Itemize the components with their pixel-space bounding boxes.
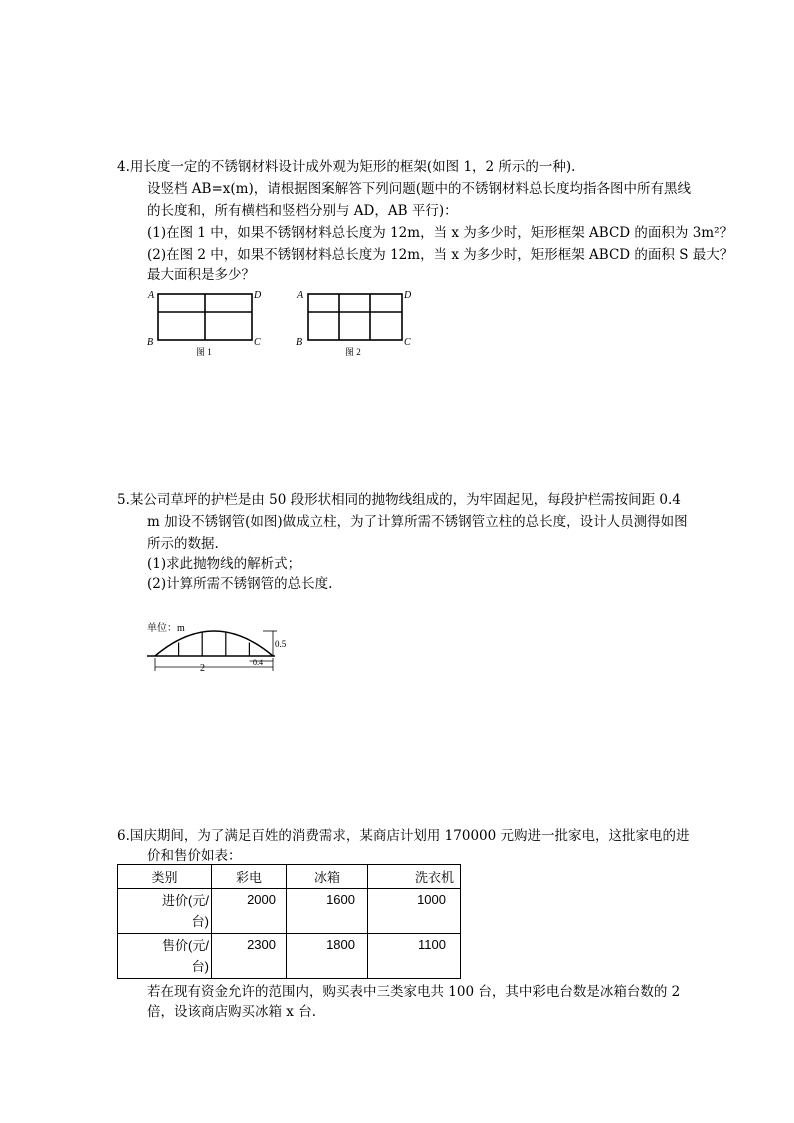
cell-sale-washer: 1100 — [368, 934, 461, 979]
figure-2-caption: 图 2 — [345, 347, 361, 357]
problem-4-line-6: 最大面积是多少？ — [147, 267, 255, 283]
problem-4-line-3: 的长度和，所有横档和竖档分别与 AD，AB 平行)： — [147, 203, 458, 219]
height-label: 0.5 — [275, 639, 287, 649]
parabola-figure — [145, 615, 295, 677]
problem-4-question-2: (2)在图 2 中，如果不锈钢材料总长度为 12m，当 x 为多少时，矩形框架 ABCD 的面积 S 最大？ — [147, 247, 734, 263]
problem-5-line-2: m 加设不锈钢管(如图)做成立柱，为了计算所需不锈钢管立柱的总长度，设计人员测得如图 — [147, 514, 688, 530]
figure-2 — [290, 282, 420, 362]
problem-6-line-3: 若在现有资金允许的范围内，购买表中三类家电共 100 台，其中彩电台数是冰箱台数的 2 — [147, 984, 681, 1000]
problem-5-line-1: 5.某公司草坪的护栏是由 50 段形状相同的抛物线组成的，为牢固起见，每段护栏需按间距 0.4 — [117, 492, 681, 508]
figure-1 — [140, 282, 270, 362]
problem-4-question-1: (1)在图 1 中，如果不锈钢材料总长度为 12m，当 x 为多少时，矩形框架 ABCD 的面积为 3m²？ — [147, 225, 734, 241]
problem-4-line-2: 设竖档 AB=x(m)，请根据图案解答下列问题(题中的不锈钢材料总长度均指各图中所有黑线 — [147, 181, 691, 197]
figure-1-label-a: A — [148, 290, 155, 301]
header-fridge: 冰箱 — [287, 865, 368, 889]
figure-2-label-d: D — [404, 290, 412, 301]
header-tv: 彩电 — [212, 865, 287, 889]
unit-label: 单位：m — [147, 623, 185, 634]
figure-2-label-a: A — [297, 290, 304, 301]
price-table — [117, 864, 461, 979]
row-label-purchase — [118, 889, 212, 934]
figure-1-label-c: C — [254, 337, 261, 348]
problem-6-line-4: 倍，设该商店购买冰箱 x 台. — [147, 1004, 316, 1020]
cell-purchase-fridge: 1600 — [287, 889, 368, 934]
figure-2-label-c: C — [404, 337, 411, 348]
row-label-purchase-line-1: 进价(元/ — [162, 893, 209, 908]
figure-1-caption: 图 1 — [196, 347, 212, 357]
parabola-curve — [155, 631, 273, 656]
cell-purchase-tv: 2000 — [212, 889, 287, 934]
figure-2-label-b: B — [296, 337, 303, 348]
span-label: 2 — [200, 663, 205, 674]
problem-4-line-1: 4.用长度一定的不锈钢材料设计成外观为矩形的框架(如图 1，2 所示的一种). — [117, 159, 576, 175]
row-label-sale-line-2: 台) — [191, 959, 209, 974]
cell-sale-tv: 2300 — [212, 934, 287, 979]
table-row — [118, 889, 461, 934]
table-row — [118, 934, 461, 979]
cell-purchase-washer: 1000 — [368, 889, 461, 934]
spacing-label: 0.4 — [253, 658, 263, 667]
header-washer: 洗衣机 — [368, 865, 461, 889]
figure-1-label-d: D — [254, 290, 262, 301]
row-label-sale-line-1: 售价(元/ — [162, 938, 209, 953]
problem-6-line-2: 价和售价如表： — [147, 848, 242, 864]
problem-5-line-3: 所示的数据. — [147, 536, 219, 552]
row-label-sale — [118, 934, 212, 979]
problem-6-line-1: 6.国庆期间，为了满足百姓的消费需求，某商店计划用 170000 元购进一批家电，这批家电的进 — [117, 828, 690, 844]
row-label-purchase-line-2: 台) — [191, 914, 209, 929]
cell-sale-fridge: 1800 — [287, 934, 368, 979]
figure-1-label-b: B — [147, 337, 154, 348]
header-category: 类别 — [118, 865, 212, 889]
table-header-row — [118, 865, 461, 889]
problem-5-question-1: (1)求此抛物线的解析式； — [147, 556, 302, 572]
figure-2-frame — [308, 294, 402, 340]
problem-5-question-2: (2)计算所需不锈钢管的总长度. — [147, 576, 333, 592]
